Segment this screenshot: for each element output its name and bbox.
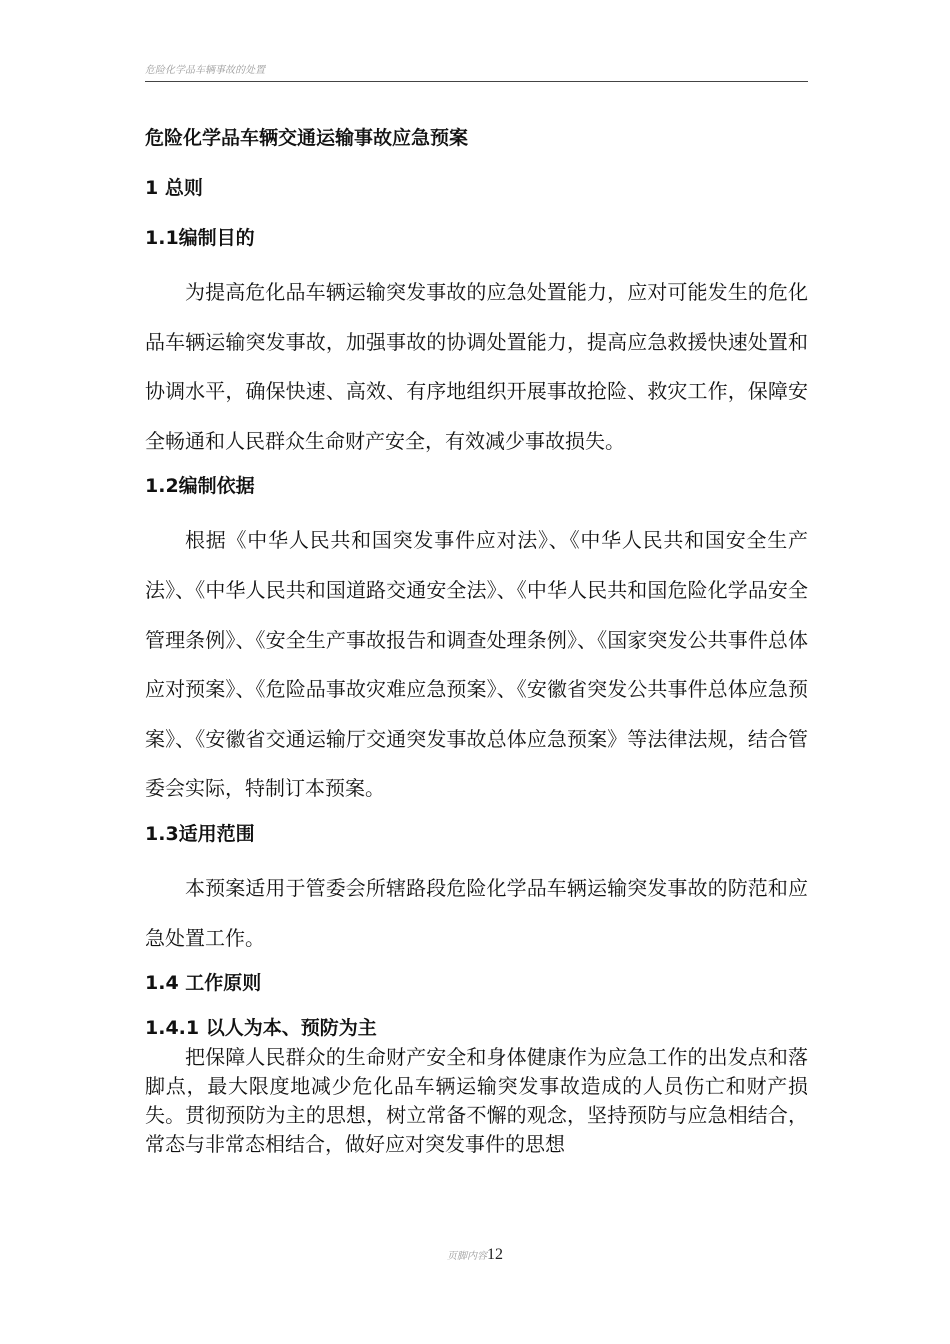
heading-1: 1 总则	[145, 177, 203, 199]
page-footer	[0, 1246, 950, 1264]
header-text: 危险化学品车辆事故的处置	[145, 65, 265, 76]
heading-1-4-1: 1.4.1 以人为本、预防为主	[145, 1017, 377, 1040]
heading-1-3: 1.3适用范围	[145, 822, 255, 845]
page-number: 12	[487, 1246, 503, 1263]
heading-1-1: 1.1编制目的	[145, 227, 255, 249]
footer-label: 页脚内容	[447, 1251, 487, 1262]
paragraph-1-3: 本预案适用于管委会所辖路段危险化学品车辆运输突发事故的防范和应急处置工作。	[145, 875, 808, 950]
document-title: 危险化学品车辆交通运输事故应急预案	[145, 127, 469, 149]
paragraph-1-2: 根据《中华人民共和国突发事件应对法》、《中华人民共和国安全生产法》、《中华人民共和国道路交通安全法》、《中华人民共和国危险化学品安全管理条例》、《安全生产事故报告和调查处理条例》、《国家突发公共事件总体应对预案》、《危险品事故灾难应急预案》、《安徽省突发公共事件总体应急预案》、《安徽省交通运输厅交通突发事故总体应急预案》等法律法规，结合管委会实际，特制订本预案。	[145, 528, 808, 801]
page-header	[145, 64, 808, 82]
document-body	[145, 118, 808, 1159]
paragraph-1-4-1: 把保障人民群众的生命财产安全和身体健康作为应急工作的出发点和落脚点，最大限度地减少危化品车辆运输突发事故造成的人员伤亡和财产损失。贯彻预防为主的思想，树立常备不懈的观念，坚持预防与应急相结合，常态与非常态相结合，做好应对突发事件的思想	[145, 1045, 808, 1157]
heading-1-4: 1.4 工作原则	[145, 972, 262, 995]
heading-1-2: 1.2编制依据	[145, 475, 255, 498]
paragraph-1-1: 为提高危化品车辆运输突发事故的应急处置能力，应对可能发生的危化品车辆运输突发事故，加强事故的协调处置能力，提高应急救援快速处置和协调水平，确保快速、高效、有序地组织开展事故抢险、救灾工作，保障安全畅通和人民群众生命财产安全，有效减少事故损失。	[145, 280, 808, 453]
